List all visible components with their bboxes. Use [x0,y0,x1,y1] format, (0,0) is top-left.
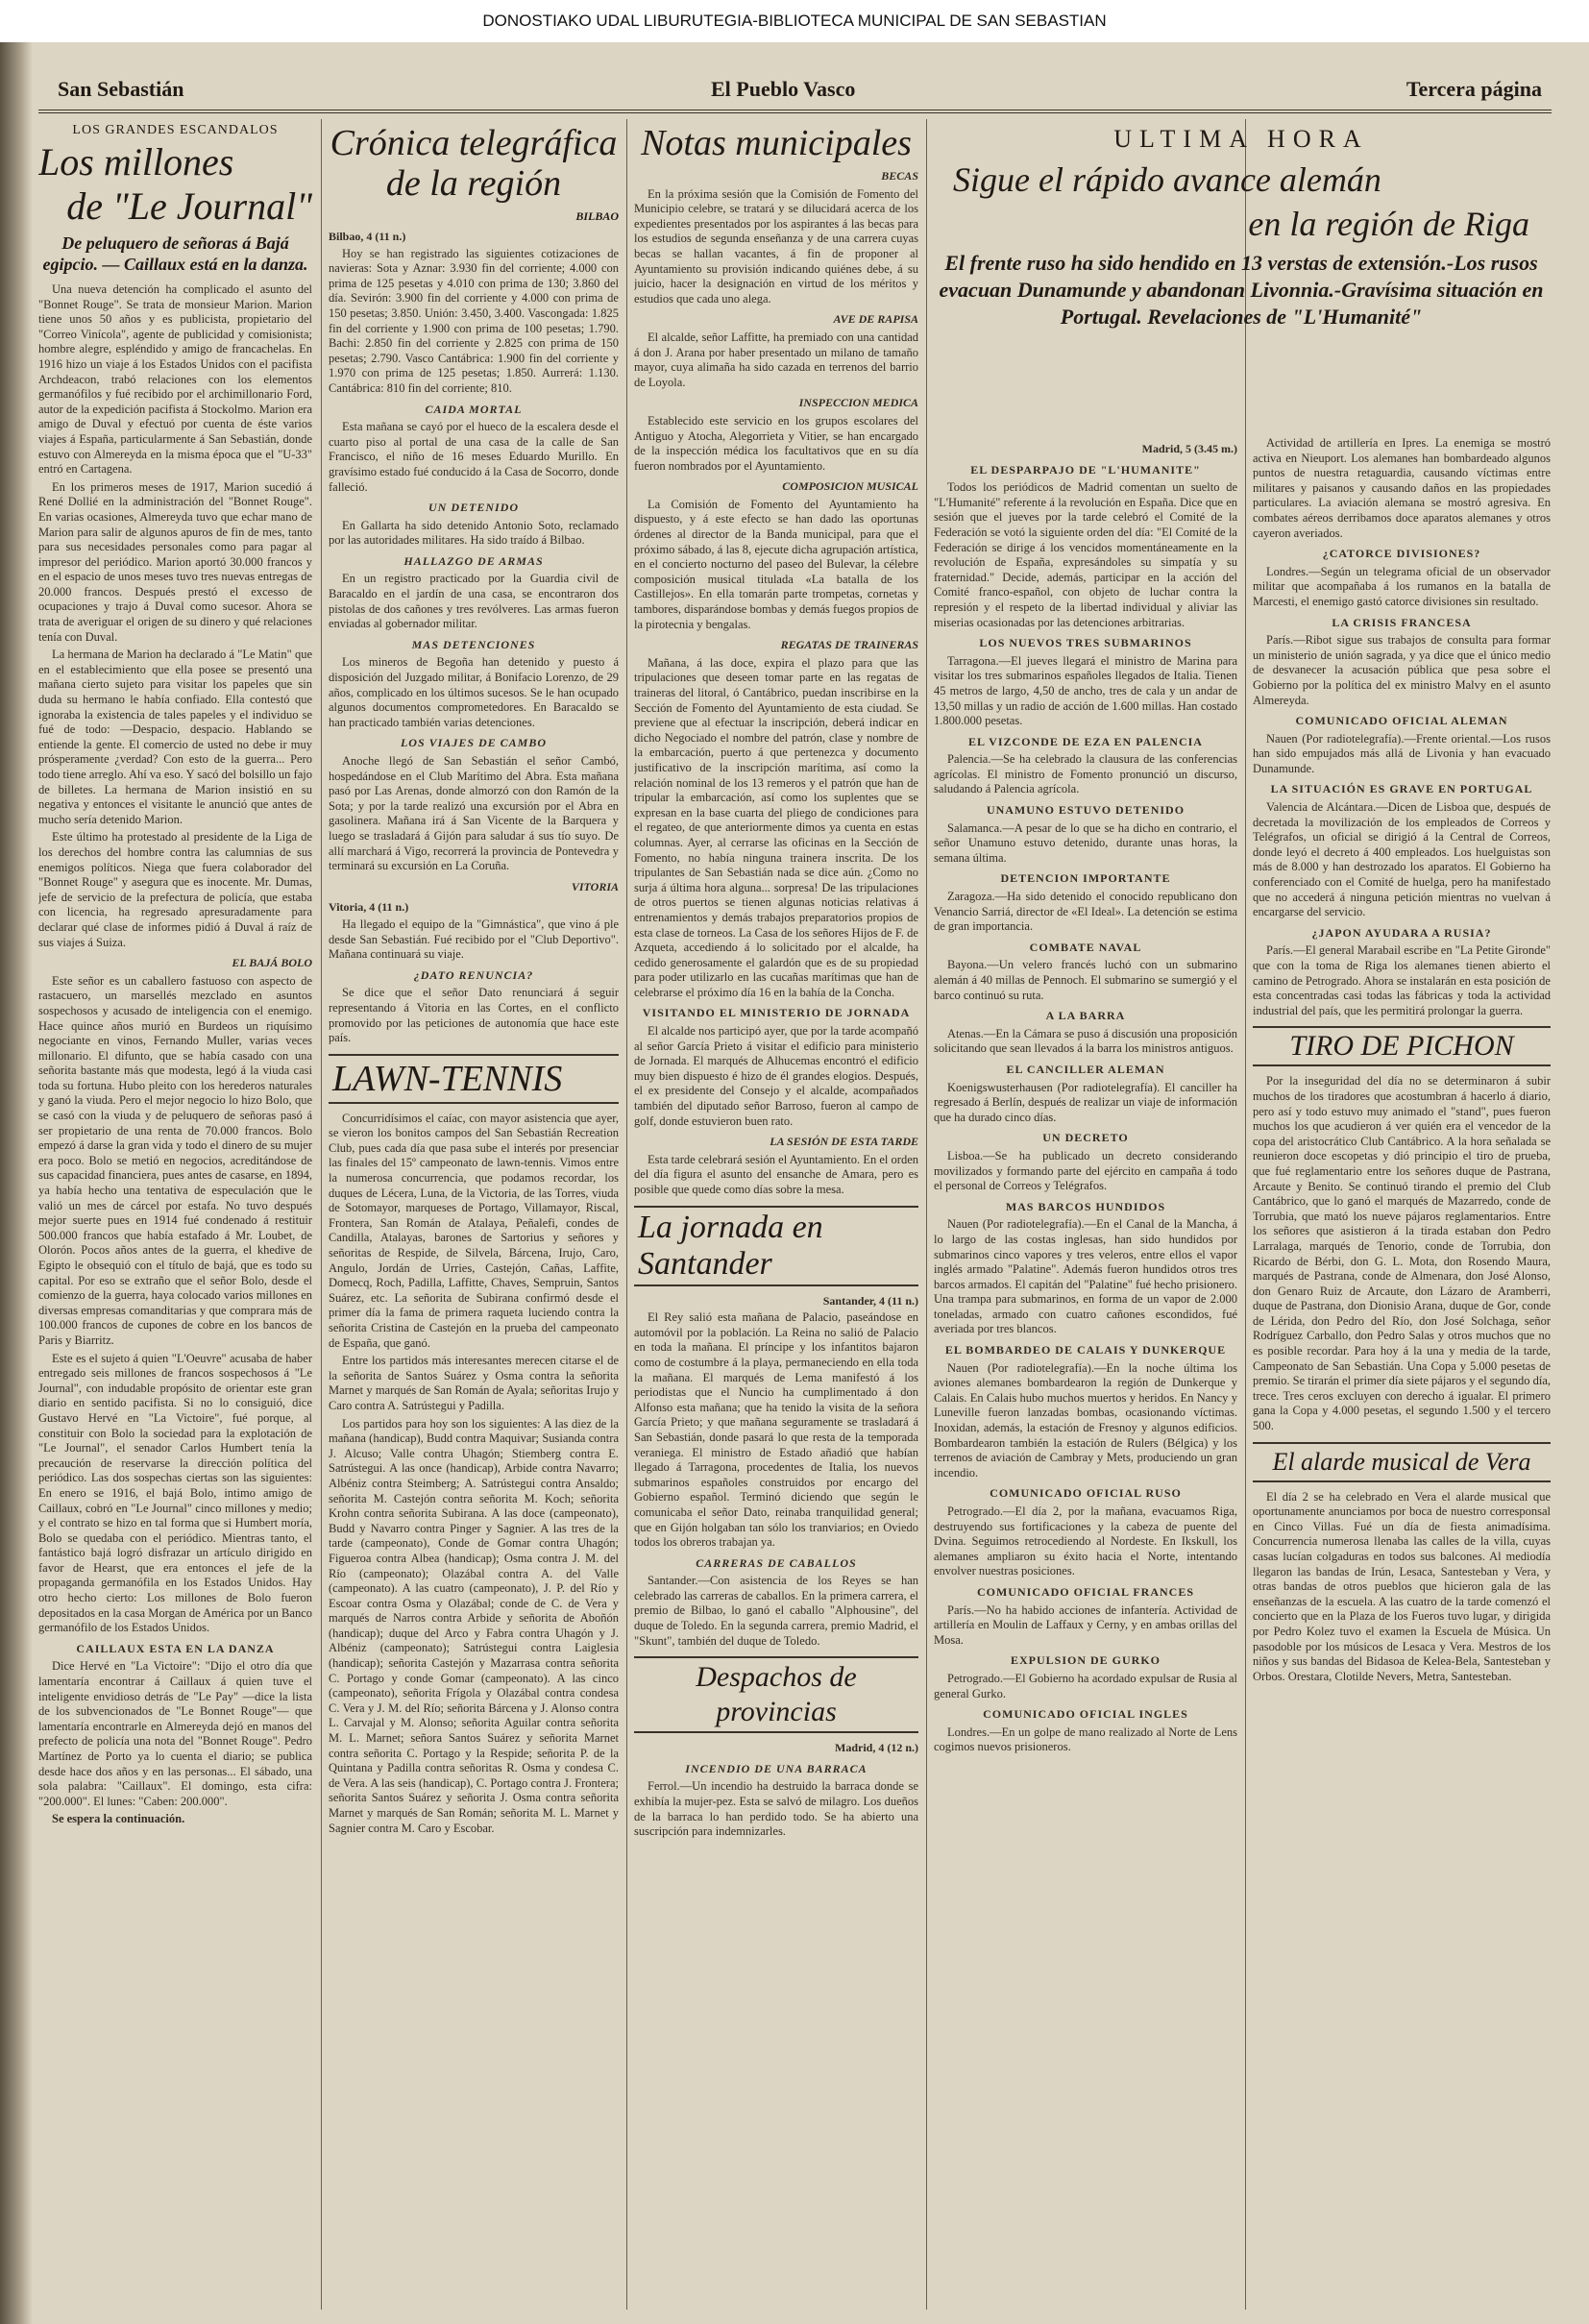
paragraph: Entre los partidos más interesantes merecen citarse el de la señorita de Santos Suárez y Osma contra la señorita Marnet y marqués de San Román de Ayala; señoritas Irujo y Caro contra A. Satrústegui y Padilla. [329,1354,619,1412]
section-heading: CARRERAS DE CABALLOS [696,1555,857,1570]
paragraph: Santander.—Con asistencia de los Reyes se han celebrado las carreras de caballos. En la primera carrera, el premio de Bilbao, lo ganó el caballo "Alphousine", del duque de Toledo. En la segunda carrera, premio Madrid, el "Skunt", también del duque de Toledo. [634,1574,918,1648]
article-body [634,1741,918,1840]
paragraph: Koenigswusterhausen (Por radiotelegrafía). El canciller ha regresado á Berlín, después de realizar un viaje de información que ha durado cinco días. [934,1080,1237,1124]
paragraph: Lisboa.—Se ha publicado un decreto considerando movilizados y formando parte del ejército en campaña á todo el personal de Correos y Telégrafos. [934,1148,1237,1193]
headline: Sigue el rápido avance alemán [953,160,1381,199]
paragraph: El Rey salió esta mañana de Palacio, paseándose en automóvil por la población. La Reina no salió de Palacio en toda la mañana. El príncipe y los infantitos bajaron como de costumbre á la playa, permaneciendo en ella toda la mañana. El marqués de Lema manifestó á los periodistas que el Nuncio ha cumplimentado á don Alfonso esta mañana; que ha tenido la visita de la señora García Prieto; y que mañana seguramente se trasladará á San Sebastián, donde pasará lo que resta de la temporada veraniega. El ministro de Estado añadió que habían llegado á Tarragona, procedentes de Italia, los nuevos submarinos españoles construidos por encargo del Gobierno español. Terminó diciendo que según le comunicaba el señor Dato, reinaba tranquilidad general; que en Gijón holgaban tan sólo los tranviarios; en Oviedo todos los obreros trabajan ya. [634,1310,918,1550]
section-title-box: Despachos de provincias [634,1656,918,1733]
paragraph: París.—El general Marabail escribe en "La Petite Gironde" que con la toma de Riga los alemanes tienen abierto el camino de Petrogrado. Ahora se instalarán en esta posición de esta concentradas casi todas las fábricas y toda la actividad industrial del país, que les permitirá prolongar la guerra. [1253,943,1551,1017]
paragraph: El alcalde, señor Laffitte, ha premiado con una cantidad á don J. Arana por haber presentado un milano de tamaño mayor, cuya alimaña ha sido cazada en terrenos del barrio de Loyola. [634,330,918,389]
section-heading: UN DETENIDO [428,501,519,515]
paragraph: Zaragoza.—Ha sido detenido el conocido republicano don Venancio Sarriá, director de «El Ideal». La detención se estima de gran importancia. [934,890,1237,934]
column-rule [626,119,627,2310]
section-heading: A LA BARRA [1045,1009,1126,1023]
column-5 [1253,436,1551,2314]
paragraph: Esta tarde celebrará sesión el Ayuntamiento. En el orden del día figura el asunto del ensanche de Amara, pero es posible que quede como días sobre la mesa. [634,1152,918,1196]
article-body [1253,436,1551,1018]
paragraph: Este es el sujeto á quien "L'Oeuvre" acusaba de haber entregado seis millones de francos sospechosos á "Le Journal", con indudable propósito de orientar este gran diario en sentido pacifista. Si no lo consiguió, dice Gustavo Hervé en "La Victoire", fué porque, al constituir con Bolo la sociedad para la explotación de "Le Journal", el senador Carlos Humbert tenía la precaución de reservarse la dirección política del periódico. Las dos sospechas ciertas son las siguientes: En enero se 1916, el bajá Bolo, intimo amigo de Caillaux, cobró en "Le Journal" cinco millones y medio; y el contrato se hizo en tal forma que si Humbert moría, Bolo se quedaba con el periódico. Mientras tanto, el fantástico bajá logró disfrazar un artículo dirigido en favor de Hearst, que era entonces el jefe de la propaganda germanófila en los Estados Unidos. Hay otro hecho cierto: Los millones de Bolo fueron depositados en la casa Morgan de América por un Banco germanófilo de los Estados Unidos. [38,1351,312,1635]
section-heading: EL VIZCONDE DE EZA EN PALENCIA [968,734,1203,748]
section-heading: INCENDIO DE UNA BARRACA [685,1761,868,1775]
paragraph: Bayona.—Un velero francés luchó con un submarino alemán á 40 millas de Pennoch. El submarino se sumergió y el barco continuó su ruta. [934,958,1237,1002]
section-heading: INSPECCION MEDICA [798,396,918,410]
column-2 [329,119,619,2314]
paragraph: Esta mañana se cayó por el hueco de la escalera desde el cuarto piso al portal de una casa de la calle de San Francisco, el niño de 16 meses Eduardo Murillo. En gravísimo estado fué conducido á la Casa de Socorro, donde falleció. [329,420,619,494]
section-heading: LOS NUEVOS TRES SUBMARINOS [979,636,1192,650]
section-heading: REGATAS DE TRAINERAS [780,638,918,652]
column-3 [634,119,918,2314]
section-heading: UN DECRETO [1042,1131,1129,1145]
column-rule [926,119,927,2310]
section-title-box: La jornada en Santander [634,1206,918,1286]
section-heading: HALLAZGO DE ARMAS [403,553,544,568]
column-rule [321,119,322,2310]
section-heading: EL BOMBARDEO DE CALAIS Y DUNKERQUE [944,1343,1227,1358]
paragraph: Todos los periódicos de Madrid comentan un suelto de "L'Humanité" referente á la revolución en España. Dice que en sesión que el jueves por la tarde celebró el Comité de la Federación se votó la siguiente orden del día: "El Comité de la Federación se dirige á los vencidos momentáneamente en la revolución de España, expresándoles su simpatía y su fraternidad." Decide, además, participar en la acción del Comité franco-español, con objeto de luchar contra la represión y el respeto de la libertad individual y aliviar las miserias ocasionadas por las detenciones arbitrarias. [934,480,1237,629]
headline: de "Le Journal" [66,184,312,228]
section-heading: COMUNICADO OFICIAL RUSO [990,1486,1182,1501]
paragraph: Nauen (Por radiotelegrafía).—En la noche última los aviones alemanes bombardearon la región de Dunkerque y Calais. En Calais hubo muchos muertos y heridos. En Nancy y Luneville fueron lanzadas bombas, ocasionando víctimas. Inoxidan, además, la estación de Fresnoy y algunos edificios. Bombardearon también la estación de Rulers (Bélgica) y los terrenos de aviación de Cambray y Mets, produciendo un gran incendio. [934,1360,1237,1480]
section-heading: UNAMUNO ESTUVO DETENIDO [986,803,1186,818]
article-body [329,1112,619,1837]
section-heading: EL BAJÁ BOLO [232,956,312,970]
section-heading: LOS VIAJES DE CAMBO [400,736,548,750]
place-heading: VITORIA [571,879,619,893]
paragraph: Este señor es un caballero fastuoso con aspecto de rastacuero, un marsellés mezclado en asuntos sospechosos y acusado de inteligencia con el enemigo. Hace quince años murió en Burdeos un riquísimo negociante en vinos, Fernando Muller, varias veces millonario. El difunto, que se había casado con una señorita bastante más que modesta, legó á la viuda casi toda su fortuna. Hubo pleito con los herederos naturales y ganó la viuda. Pero el mejor negocio lo hizo Bolo, que se casó con la viuda y de peluquero de señoras pasó á ser propietario de una renta de 70.000 francos. Bolo empezó á darse la gran vida y todo el dinero de su mujer era poco. Bolo se metió en negocios, acreditándose de sus capacidad financiera, pues antes de casarse, en 1894, ya había hecho una tentativa de especulación que le valió un mes de cárcel por estafa. No tuvo después mejor suerte pues en 1914 fué condenado á restituir 500.000 francos que había estafado á Mr. Loubet, de Olorón. Pocos años antes de la guerra, el khedive de Egipto le obsequió con el título de bajá, que es todo su capital. Por eso se extraño que el señor Bolo, desde el comienzo de la guerra, haya colocado varios millones en diversas empresas comanditarias y que comprara más de 100.000 francos de cupones de cobre en los bancos de Paris y Biarritz. [38,973,312,1347]
article-body [634,169,918,1198]
paragraph: París.—No ha habido acciones de infantería. Actividad de artillería en Moulin de Laffaux y Cerny, y en ambas orillas del Mosa. [934,1602,1237,1647]
paragraph: Concurridísimos el caíac, con mayor asistencia que ayer, se vieron los bonitos campos del San Sebastián Recreation Club, pues cada día que pasa sube el interés por presenciar las finales del 15º campeonato de lawn-tennis. Vimos entre la numerosa concurrencia, que podamos recordar, los duques de Lécera, Luna, de la Victoria, de las Torres, viuda de Sotomayor, marqueses de Portago, Villamayor, Riscal, Frontera, San Román de Atalaya, Peñalefi, condes de Candilla, Atalayas, barones de Sartorius y señores y señoritas de Respide, de Silvela, Bárcena, Irujo, Caro, Angulo, Jordán de Urries, Castejón, Cañas, Laffite, Domecq, Roch, Padilla, Laffitte, Chaves, Sempruin, Santos Suárez, etc. La señorita de Subirana confirmó desde el primer día la fama de primera raqueta luciendo contra la señorita Cristina de Castejón en la prueba del campeonato de España, que ganó. [329,1111,619,1350]
section-heading: COMUNICADO OFICIAL ALEMAN [1295,714,1508,728]
section-heading: COMPOSICION MUSICAL [782,479,918,494]
section-heading: EL CANCILLER ALEMAN [1006,1062,1165,1076]
paragraph: Salamanca.—A pesar de lo que se ha dicho en contrario, el señor Unamuno estuvo detenido, durante unas horas, la semana última. [934,820,1237,865]
paragraph: La hermana de Marion ha declarado á "Le Matin" que en el establecimiento que ella posee se presentó una mañana cierto sujeto para visitar los papeles que sin duda su hermano le había confiado. Ella contestó que ignoraba la existencia de tales papeles y el individuo se fué de todo: —Despacio, despacio. Hablando se entiende la gente. El comercio de usted no debe ir muy prósperamente ¿verdad? Con esto de la guerra... Pero todo tiene arreglo. Ahí va eso. Y sacó del bolsillo un fajo de billetes. La hermana de Marion insistió en su negativa y entonces el visitante le anunció que antes de mucho sería detenido Marion. [38,648,312,826]
paragraph: En Gallarta ha sido detenido Antonio Soto, reclamado por las autoridades militares. Ha sido traído á Bilbao. [329,518,619,548]
archive-banner: DONOSTIAKO UDAL LIBURUTEGIA-BIBLIOTECA MUNICIPAL DE SAN SEBASTIAN [0,0,1589,42]
article-body [329,230,619,1046]
dateline: Santander, 4 (11 n.) [822,1293,918,1308]
paragraph: Anoche llegó de San Sebastián el señor Cambó, hospedándose en el Club Marítimo del Abra. Esta mañana pasó por Las Arenas, donde almorzó con don Ramón de la Sota; y por la tarde realizó una excursión por el Abra en gasolinera. Mañana irá á San Vicente de la Barquera y luego se trasladará á Gijón para saludar á sus tío suyo. De allí marchará á Vigo, recorrerá la provincia de Pontevedra y terminará su excursión en La Coruña. [329,754,619,873]
header-center: El Pueblo Vasco [711,77,856,101]
paragraph: Dice Hervé en "La Victoire": "Dijo el otro día que lamentaría encontrar á Caillaux á quien tuve el inteligente envidioso detrás de "Le Pay" —dice la lista de los subvencionados de "Le Bonnet Rouge"— que lamentaría encontrarle en Almereyda dejó en manos del prefecto de policía una nota del "Bonnet Rouge". Pedro Martínez de Porto ya lo cuenta el diario; se publica desde hace dos años y en las personas... El sábado, una sola palabra: "Caillaux". El domingo, esta cifra: "200.000". El lunes: "Caben: 200.000". [38,1659,312,1808]
section-heading: ¿DATO RENUNCIA? [413,967,534,982]
column-1 [38,119,312,2314]
paragraph: Este último ha protestado al presidente de la Liga de los derechos del hombre contra las calumnias de sus enemigos políticos. Niega que fuera colaborador del "Bonnet Rouge" y asegura que es inocente. Mr. Dumas, jefe de servicio de la prefectura de policía, que estaba con licencia, ha regresado apresuradamente para declarar qué clase de informes pidió á Duval á raíz de sus viajes á Suiza. [38,830,312,949]
section-heading: CAILLAUX ESTA EN LA DANZA [76,1641,275,1655]
section-heading: COMUNICADO OFICIAL INGLES [983,1707,1188,1722]
paragraph: Se dice que el señor Dato renunciará á seguir representando á Vitoria en las Cortes, en el conflicto promovido por las peticiones de autonomía que hace este país. [329,986,619,1045]
paragraph: Palencia.—Se ha celebrado la clausura de las conferencias agrícolas. El ministro de Fomento pronunció un discurso, saludando á Palencia agrícola. [934,752,1237,796]
paragraph: El alcalde nos participó ayer, que por la tarde acompañó al señor García Prieto á visitar el edificio para ministerio de Jornada. El marqués de Alhucemas encontró el edificio muy bien dispuesto é hizo de él grandes elogios. Después, el ex presidente del Consejo y el alcalde, acompañados también del diputado señor Barroso, fueron al campo de golf, donde estuvieron buen rato. [634,1024,918,1128]
section-heading: MAS BARCOS HUNDIDOS [1005,1199,1166,1213]
section-heading: EL DESPARPAJO DE "L'HUMANITE" [970,462,1201,477]
page-binding-shadow [0,42,33,2324]
paragraph: Valencia de Alcántara.—Dicen de Lisboa que, después de decretada la movilización de los empleados de Correos y Telégrafos, un oficial se dirigió á la Central de Correos, donde leyó el decreto á 400 empleados. Los huelguistas son más de 8.000 y han destrozado los aparatos. El Gobierno ha conferenciado con el Comité de huelga, pero ha manifestado que no accederá á ninguna petición mientras no vuelvan á encargarse del servicio. [1253,800,1551,919]
section-heading: MAS DETENCIONES [411,637,536,651]
article-body [1253,1490,1551,1685]
section-heading: COMUNICADO OFICIAL FRANCES [976,1584,1194,1599]
section-label: ULTIMA HORA [1113,125,1369,153]
continuation-note: Se espera la continuación. [52,1812,185,1826]
section-title-box: LAWN-TENNIS [329,1054,619,1104]
section-heading: AVE DE RAPISA [833,312,918,327]
paragraph: Tarragona.—El jueves llegará el ministro de Marina para visitar los tres submarinos españoles llegados de Italia. Tienen 45 metros de largo, 4,50 de ancho, tres de cala y un andar de 13,50 millas y un radio de acción de 1.600 millas. Han costado 1.800.000 pesetas. [934,653,1237,728]
article-body [934,442,1237,1755]
header-left: San Sebastián [58,77,184,101]
section-heading: BECAS [881,169,918,183]
last-hour-head [934,119,1549,436]
subheadline: De peluquero de señoras á Bajá egipcio. — Caillaux está en la danza. [42,233,308,274]
paragraph: Londres.—Según un telegrama oficial de un observador militar que acompañaba á los rumanos en la batalla de Marcesti, el enemigo gastó catorce divisiones sin resultado. [1253,564,1551,608]
header-right: Tercera página [1406,77,1542,101]
section-heading: CAIDA MORTAL [425,402,523,416]
headline: en la región de Riga [1248,205,1529,243]
section-heading: DETENCION IMPORTANTE [1000,871,1171,886]
paragraph: Mañana, á las doce, expira el plazo para que las tripulaciones que deseen tomar parte en las regatas de traineras del litoral, ó Cantábrico, puedan inscribirse en la Sección de Fomento del Ayuntamiento de esta ciudad. Se previene que al efectuar la inscripción, deberá indicar en dicho Negociado el nombre del patrón, clase y nombre de la embarcación, puerto á que pertenezca y documento justificativo de la inscripción marítima, así como la relación nominal de los 13 remeros y el patrón que han de tripular la embarcación, así como los suplentes que se expresan en la base cuarta del pliego de condiciones para el regateo, de que anteriormente dimos ya cuenta en estas columnas. Ayer, al cerrarse las oficinas en la Sección de Fomento, no había ninguna trainera inscrita. De los tripulantes de San Sebastián nada se dice aún. ¿Como no surja á última hora alguna... sorpresa! De las tripulaciones de otros puertos se tienen algunas noticias relativas á entrenamientos y demás trabajos preparatorios propios de esta clase de torneos. La Casa de los señores Hijos de F. de Azqueta, accediendo á lo solicitado por el alcalde, ha cedido generosamente el galardón que es de su propiedad para poder utilizarlo en las cucañas marítimas que han de celebrarse el próximo día 16 en la bahía de la Concha. [634,655,918,999]
paragraph: Los mineros de Begoña han detenido y puesto á disposición del Juzgado militar, á Bonifacio Lorenzo, de 29 años, complicado en los últimos sucesos. Se le han ocupado algunos documentos comprometedores. En Baracaldo se han practicado también varias detenciones. [329,655,619,729]
paragraph: En la próxima sesión que la Comisión de Fomento del Municipio celebre, se tratará y se dilucidará acerca de los expedientes presentados por los aspirantes á las becas para los estudios de segunda enseñanza y de una carrera cuyas becas se hallan vacantes, á fin de proponer al Ayuntamiento su provisión indicando quiénes debe, á su juicio, hacer la designación en virtud de los méritos y estudios que cada uno alega. [634,186,918,306]
paragraph: Los partidos para hoy son los siguientes: A las diez de la mañana (handicap), Budd contra Maquivar; Susianda contra J. Alcuso; Valle contra Uhagón; Stiemberg contra E. Satrústegui. A las once (handicap), Arbide contra Navarro; Albéniz contra Steimberg; A. Satrústegui contra Ansaldo; señorita M. Castejón contra señorita M. Koch; señorita Krohn contra señorita Subirana. A las doce (campeonato), Budd y Navarro contra Pinger y Sagnier. A las tres de la tarde (campeonato), Conde de Gomar contra Uhagón; Figueroa contra Albea (handicap); Osma contra J. M. del Río (campeonato); Olazábal contra A. del Valle (campeonato). A las cuatro (campeonato), J. P. del Río y Escoar contra Osma y Olazábal; conde de C. de Vera y marqués de Narros contra Arbide y señorita de Aboñón (handicap); duque del Arco y Fabra contra Uhagón y J. Albéniz (campeonato); Satrústegui contra Laiglesia (handicap); señorita Castejón y Mazarrasa contra señorita C. Portago y conde Gomar (campeonato). A las cinco (campeonato), señorita Frígola y Olazábal contra condesa C. Vera y J. M. del Río; señorita Bárcena y J. Alonso contra L. Carvajal y M. Alonso; señorita Aguilar contra señorita M. L. Marnet; señora Santos Suárez y señorita Marnet contra señorita C. Portago y la Respide; señorita P. de la Quintana y Padilla contra señoritas R. Osma y condesa C. de Vera. A las seis (handicap), C. Portago contra J. Frontera; señorita Santos Suárez y señorita J. Osma contra señorita Marnet y marqués de San Román; señorita M. L. Marnet y Sagnier contra M. Caro y Escobar. [329,1416,619,1835]
article-body [634,1294,918,1650]
paragraph: París.—Ribot sigue sus trabajos de consulta para formar un ministerio de unión sagrada, y ya dice que el único medio de desvanecer la acusación pública que pesa sobre el Gobierno por la política del ex ministro Malvy en el asunto Almereyda. [1253,633,1551,707]
section-heading: ¿CATORCE DIVISIONES? [1322,547,1481,561]
dateline: Madrid, 4 (12 n.) [835,1741,918,1755]
column-4 [934,436,1237,2314]
headline: Crónica telegráfica de la región [330,123,618,204]
paragraph: Londres.—En un golpe de mano realizado al Norte de Lens cogimos nuevos prisioneros. [934,1725,1237,1754]
paragraph: La Comisión de Fomento del Ayuntamiento ha dispuesto, y á este efecto se han dado las oportunas órdenes al director de la Banda municipal, para que el próximo sábado, á las 8, ejecute dicha agrupación artística, en el concierto nocturno del paseo del Bulevar, la célebre composición musical titulada «La batalla de los Castillejos». En ella tomarán parte trompetas, cornetas y tambores, disparándose bombas y demás fuegos propios de la pirotecnia y bengalas. [634,497,918,631]
paragraph: Por la inseguridad del día no se determinaron á subir muchos de los tiradores que acostumbran á hacerlo á diario, pero así y todo estuvo muy animado el "stand", pues fueron muchos los que acudieron á ver quién era el vencedor de la copa del aristocrático Club Cantábrico. A la hora señalada se reunieron doce escopetas y dió principio el tiro de prueba, que fué reglamentario entre los señores duque de Pastrana, Arcaute y Benito. Se continuó tirando el premio del Club Cantábrico, que lo ganó el marqués de Mazarredo, conde de Torrubia, que mató los nueve pájaros reglamentarios. Entre los señores que asistieron á la tirada estaban don Pedro Larralaga, marqués de Tenorio, conde de Torrubia, don Ricardo de Bérbi, don G. L. Mota, don Rosendo Maura, marqués de Pastrana, conde de Almenara, don José Alonso, don Genaro Ruiz de Arcaute, don Lázaro de Aramberri, duque de Pastrana, don Dionisio Arana, duque de Gor, conde de Lérida, don Pedro del Río, don José Solchaga, señor Rodríguez Carballo, don Pedro Salas y otros muchos que no es posible recordar. Para hoy á la una y media de la tarde, Campeonato de San Sebastián. Una Copa y 5.000 pesetas de premio. Se tirarán el primer día siete pájaros y el segundo día, trece. Tres ceros excluyen con derecho á igualar. El primero gana la Copa y 4.000 pesetas, el segundo 1.500 y el tercero 500. [1253,1074,1551,1433]
paragraph: Ha llegado el equipo de la "Gimnástica", que vino á ple desde San Sebastián. Fué recibido por el "Club Deportivo". Mañana continuará su viaje. [329,917,619,962]
section-heading: COMBATE NAVAL [1029,940,1142,954]
paragraph: Una nueva detención ha complicado el asunto del "Bonnet Rouge". Se trata de monsieur Marion. Marion tiene unos 50 años y es publicista, propietario del "Correo Vinícola", agente de publicidad y comisionista; hombre alegre, espléndido y amigo de francachelas. En 1916 hizo un viaje á los Estados Unidos con el pacifista Archdeacon, trabó relaciones con los elementos germanófilos y fué recibido por el archimillonario Ford, autor de la expedición pacifista á Stockolmo. Marion era amigo de Duval y efectuó por cuenta de éste varios viajes á España, particularmente á San Sebastián, donde estuvo con Almereyda en la misma época que el "U-33" entró en Cartagena. [38,282,312,477]
headline: Notas municipales [641,123,912,163]
place-heading: BILBAO [575,209,619,223]
section-kicker: LOS GRANDES ESCANDALOS [72,123,279,137]
paragraph: Atenas.—En la Cámara se puso á discusión una proposición solicitando que sean llevados á la barra los ministros antiguos. [934,1026,1237,1056]
paragraph: En un registro practicado por la Guardia civil de Baracaldo en el jardín de una casa, se encontraron dos pistolas de dos cañones y tres revólveres. Las armas fueron enviadas al gobernador militar. [329,572,619,631]
section-heading: EXPULSION DE GURKO [1010,1653,1161,1668]
paragraph: Establecido este servicio en los grupos escolares del Antiguo y Atocha, Alegorrieta y Vitier, se han encargado de la inspección médica los facultativos que en su día fueron nombrados por el Ayuntamiento. [634,413,918,473]
dateline: Bilbao, 4 (11 n.) [329,230,406,243]
section-title-box: TIRO DE PICHON [1253,1026,1551,1066]
section-heading: VISITANDO EL MINISTERIO DE JORNADA [642,1006,911,1020]
paragraph: Petrogrado.—El día 2, por la mañana, evacuamos Riga, destruyendo sus fortificaciones y la cabeza de puente del Dvina. Seguimos retrocediendo al Nordeste. En Ikskull, los alemanes ampliaron su éxito hacia el Norte, intentando envolver nuestras posiciones. [934,1504,1237,1578]
article-body [38,282,312,1827]
paragraph: Ferrol.—Un incendio ha destruido la barraca donde se exhibía la mujer-pez. Esta se salvó de milagro. Los dueños de la barraca lo han perdido todo. Se ha abierto una suscripción para indemnizarles. [634,1779,918,1839]
section-heading: ¿JAPON AYUDARA A RUSIA? [1311,925,1492,940]
headline-deck: El frente ruso ha sido hendido en 13 verstas de extensión.-Los rusos evacuan Dunamunde y abandonan Livonnia.-Gravísima situación en Portugal. Revelaciones de "L'Humanité" [939,251,1544,329]
paragraph: Nauen (Por radiotelegrafía).—En el Canal de la Mancha, á lo largo de las costas inglesas, han sido hundidos por submarinos cinco vapores y tres veleros, entre ellos el vapor inglés armado "Palatine". Además fueron hundidos otros tres barcos armados. El capitán del "Palatine" fué hecho prisionero. Una trampa para submarinos, en forma de un vapor de 2.000 toneladas, armado con cuatro cañones escondidos, fué averiada por tres blancos. [934,1217,1237,1336]
article-body [1253,1074,1551,1433]
newspaper-page [0,42,1589,2324]
section-title-box: El alarde musical de Vera [1253,1442,1551,1482]
section-heading: LA CRISIS FRANCESA [1332,615,1472,629]
paragraph: En los primeros meses de 1917, Marion sucedió á René Dollié en la administración del "Bonnet Rouge". En varias ocasiones, Almereyda tuvo que echar mano de Marion para salir de algunos apuros de fin de mes, tanto para sus necesidades personales como para pagar al impresor del periódico. Marion aportó 30.000 francos y en el espacio de unos meses tuvo tres nuevas entregas de 20.000 francos. Después prestó el excesso de ocupaciones y trajo á Duval como sucesor. Ahora se trata de averiguar el origen de su dinero y qué relaciones tenía con Duval. [38,479,312,644]
section-heading: LA SITUACIÓN ES GRAVE EN PORTUGAL [1270,782,1533,796]
paragraph: El día 2 se ha celebrado en Vera el alarde musical que oportunamente anunciamos por boca de nuestro corresponsal en Cinco Villas. Fué un día de fiesta animadísima. Concurrencia numerosa llenaba las calles de la villa, cuyas casas lucían colgaduras en todos sus balcones. Al mediodía llegaron las bandas de Irún, Lesaca, Santesteban y Vera, y otras bandas de otros pueblos que hicieron gala de las enseñanzas de la escuela. A las cuatro de la tarde comenzó el concierto que en la Plaza de los Fueros tuvo lugar, y dirigida por Pedro Kolez tuvo el examen la Escuela de Música. Un pasodoble por los músicos de Lesaca y Vera. Mestros de los niños y sus bandas del Bidasoa de Kelea-Bela, Santesteban y Orbos. Orestara, Clotilde Nevers, Metra, Santesteban. [1253,1489,1551,1683]
paragraph: Hoy se han registrado las siguientes cotizaciones de navieras: Sota y Aznar: 3.930 fin del corriente; 4.000 con prima de 125 pesetas y 4.010 con prima de 130; 3.860 del día. Sevirón: 3.900 fin del corriente y 4.000 con prima de 150 pesetas; 3.850. Unión: 3.450, 3.400. Vascongada: 1.825 fin del corriente y 1.900 con prima de 100 pesetas; 1.790. Bachi: 2.850 fin del corriente y 2.825 con prima de 150 pesetas; 2.790. Vasco Cantábrica: 1.900 fin del corriente y 1.970 con prima de 125 pesetas; 1.850. Aurrerá: 1.130. Cantábrica: 810 fin del corriente; 810. [329,246,619,395]
headline: Los millones [38,140,234,183]
dateline: Madrid, 5 (3.45 m.) [1141,442,1237,455]
running-header [38,77,1552,113]
paragraph: Nauen (Por radiotelegrafía).—Frente oriental.—Los rusos han sido empujados más allá de Livonia y han evacuado Dunamunde. [1253,731,1551,775]
section-heading: LA SESIÓN DE ESTA TARDE [770,1135,918,1149]
paragraph: Petrogrado.—El Gobierno ha acordado expulsar de Rusia al general Gurko. [934,1671,1237,1700]
dateline: Vitoria, 4 (11 n.) [329,900,409,915]
paragraph: Actividad de artillería en Ipres. La enemiga se mostró activa en Nieuport. Los alemanes han bombardeado algunos puntos de nuestra retaguardia, causando víctimas entre militares y paisanos y causando daños en las propiedades particulares. La aviación alemana se mostró agresiva. En combates aéreos derribamos doce aparatos alemanes y otros cayeron averiados. [1253,436,1551,540]
column-rule [1245,119,1246,2310]
